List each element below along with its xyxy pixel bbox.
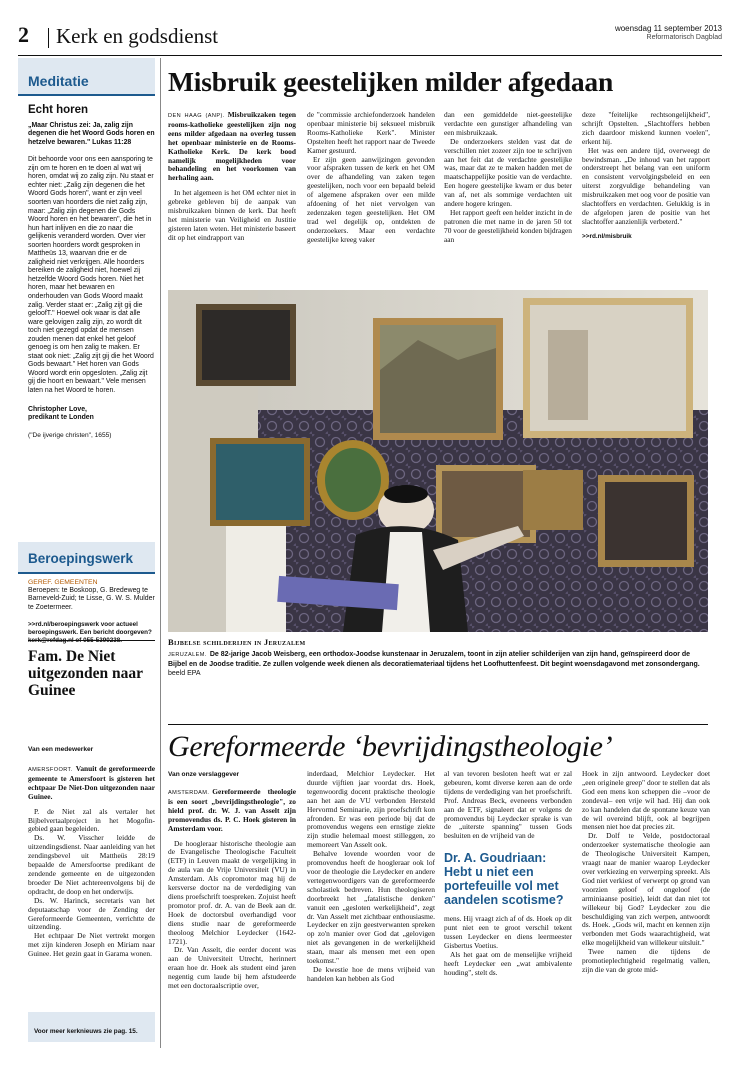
photo	[168, 290, 708, 632]
misbruik-link[interactable]: >>rd.nl/misbruik	[582, 232, 632, 240]
bevrijding-paragraph: Hoek in zijn antwoord. Leydecker doet „een originele greep" door te stellen dat als God een mens kon scheppen die –voor de zondeval– een vrije wil had. Hij dan ook zo kan handelen dat de spontane keuze van de wil overeind blijft, ook al begrijpen mensen niet hoe dat precies zit.	[582, 769, 710, 832]
guinee-footer-box[interactable]	[28, 1012, 155, 1042]
misbruik-col-4	[582, 111, 710, 242]
guinee-headline: Fam. De Niet uitgezonden naar Guinee	[28, 648, 143, 699]
guinee-paragraph: Ds. W. Visscher leidde de uitzendingsdienst. Naar aanleiding van het zendingsbevel uit Mattheüs 28:19 bepaalde de Amersfoortse predikant de zendende gemeente en de uitgezonden broeder De Niet achtereenvolgens bij de opdracht, de doop en het onderwijs.	[28, 833, 155, 896]
misbruik-paragraph: Het rapport geeft een helder inzicht in de patronen die met name in de jaren 50 tot 70 voor de geestelijkheid konden bijdragen aan	[444, 207, 572, 244]
guinee-footer: Voor meer kerknieuws zie pag. 15.	[34, 1028, 138, 1035]
header-paper: Reformatorisch Dagblad	[646, 34, 722, 41]
photo-caption-text: De 82-jarige Jacob Weisberg, een orthodox-Joodse kunstenaar in Jeruzalem, toont in zijn atelier schilderijen van zijn hand, geïnspireerd door de Bijbel en de Joodse traditie. Ze zullen volgende week dienen als decoratiemateriaal tijdens het Loofhuttenfeest. Dit begint woensdagavond met zonsondergang.	[168, 651, 700, 668]
bevrijding-paragraph: Twee namen die tijdens de promotieplechtigheid regelmatig vallen, zijn die van de grote mid-	[582, 947, 710, 974]
beroepingswerk-text: Beroepen: te Boskoop, G. Bredeweg te Barneveld-Zuid; te Lisse, G. W. S. Mulder te Zoetermeer.	[28, 587, 155, 611]
misbruik-paragraph: deze "feitelijke rechtsongelijkheid", schrijft Opstelten. „Slachtoffers hebben zich daardoor miskend kunnen voelen", erkent hij.	[582, 110, 710, 146]
guinee-paragraph: Ds. W. Harinck, secretaris van het deputaatschap voor de Zending der Gereformeerde Gemeenten, verrichtte de uitzending.	[28, 895, 155, 932]
meditatie-author-role: predikant te Londen	[28, 413, 94, 421]
misbruik-paragraph: Er zijn geen aanwijzingen gevonden voor afspraken tussen de kerk en het OM over de afhandeling van zaken tegen geestelijken, noch voor een bepaald beleid of algemene afspraken over een milde afdoening of het niet vervolgen van zedenzaken tegen geestelijken. Het OM trad wel degelijk op, ontdekten de onderzoekers. Maar een verdachte geestelijke kreeg vaker	[307, 154, 435, 244]
bevrijding-paragraph: al van tevoren besloten heeft wat er zal gebeuren, komt diverse keren aan de orde tijdens de verdediging van het proefschrift. Prof. Andreas Beck, eveneens verbonden aan de ETF, signaleert dat er volgens de promovendus bij Leydecker sprake is van de „uiterste spanning" tussen Gods besluiten en de vrijheid van de	[444, 769, 572, 841]
misbruik-paragraph: dan een gemiddelde niet-geestelijke verdachte een gunstiger afhandeling van een misbruikzaak.	[444, 110, 572, 137]
section-title: Kerk en godsdienst	[56, 24, 219, 48]
bevrijding-paragraph: mens. Hij vraagt zich af of ds. Hoek op dit punt niet een te groot verschil tekent tussen Leydecker en diens leermeester Gisbertus Voetius.	[444, 914, 572, 950]
bevrijding-lead: Gereformeerde theologie is een soort „bevrijdingstheologie", zo hield prof. dr. W. J. van Asselt zijn promovendus ds. P. C. Hoek gisteren in Amsterdam voor.	[168, 787, 296, 833]
bevrijding-paragraph: De kwestie hoe de mens vrijheid van handelen kan hebben als God	[307, 964, 435, 983]
misbruik-headline: Misbruik geestelijken milder afgedaan	[168, 66, 614, 97]
guinee-article	[28, 765, 155, 959]
photo-caption-dateline: JERUZALEM.	[168, 652, 207, 658]
page-number: 2	[18, 22, 29, 47]
left-column	[18, 58, 155, 439]
misbruik-paragraph: Het was een andere tijd, overweegt de bewindsman. „De inhoud van het rapport onderstreept het belang van een uniform en consistent vervolgingsbeleid en een uiterst zorgvuldige behandeling van misbruikzaken met oog voor de positie van slachtoffers en verdachten. Gelukkig is in de afgelopen jaren de positie van het slachtoffer aanzienlijk verbeterd."	[582, 145, 710, 226]
bevrijding-inset-quote: Dr. A. Goudriaan: Hebt u niet een portefeuille vol met aandelen scotisme?	[444, 851, 564, 908]
meditatie-rubric: Meditatie	[28, 73, 89, 89]
meditatie-title: Echt horen	[28, 104, 89, 116]
bevrijding-dateline: AMSTERDAM.	[168, 790, 210, 796]
column-separator	[160, 58, 161, 1048]
beroepingswerk-denomination: GEREF. GEMEENTEN	[28, 579, 98, 586]
header-date: woensdag 11 september 2013	[614, 24, 722, 33]
misbruik-lead: Misbruikzaken tegen rooms-katholieke geestelijken zijn nog eens milder afgedaan na overleg tussen het openbaar ministerie en de Rooms-Katholieke Kerk. De kerk bood namelijk mogelijkheden voor behandeling en het voorkomen van herhaling aan.	[168, 110, 296, 183]
guinee-dateline: AMERSFOORT.	[28, 767, 73, 773]
guinee-paragraph: Het echtpaar De Niet vertrekt morgen met zijn kinderen Joseph en Miriam naar Guinee. Het gezin gaat in Garama wonen.	[28, 931, 155, 959]
photo-credit: beeld EPA	[168, 670, 201, 677]
photo-caption-title: Bijbelse schilderijen in Jeruzalem	[168, 637, 306, 647]
bevrijding-paragraph: Als het gaat om de menselijke vrijheid heeft Leydecker een „wat ambivalente houding", stelt ds.	[444, 949, 572, 977]
bevrijding-headline: Gereformeerde ‘bevrijdingstheologie’	[168, 730, 613, 763]
misbruik-paragraph: In het algemeen is het OM echter niet in gebreke gebleven bij de aanpak van misbruikzaken binnen de kerk. Dat heeft het ministerie van Veiligheid en Justitie gisteren laten weten. Het ministerie baseert dit op het eindrapport van	[168, 188, 296, 242]
bevrijding-col-3	[444, 770, 572, 978]
meditatie-body: Dit behoorde voor ons een aansporing te zijn om te horen en te doen al wat wij horen, omdat wij zo zalig zijn. Nu staat er echter niet: „Zalig zijn degenen die het Woord Gods horen", want er zijn veel soorten van hoorders die niet zalig zijn, maar: „Zalig zijn degenen die Gods Woord horen en het bewaren", die het in hun hart inlijven en die zo naar die gelijkenis veranderd worden. Over vier soorten hoorders wordt gesproken in Mattheüs 13, waarvan drie er de zaligheid niet verkrijgen. Alle hoorders bereiken de zaligheid niet, hoewel zij hetzelfde Woord Gods horen. Niet het horen, maar het bewaren en onderhouden van Gods Woord maakt zalig. Verder staat er: „Zalig zijt gij die geloofT." Hoewel ook waar is dat alle ware gelovigen zalig zijn, zo wordt dit toch niet gezegd opdat de mensen zouden menen dat enkel het geloof genoeg is om hen zalig te maken. Er staat ook niet: „Zalig zijt gij die het Woord Gods bewaart." Het horen van Gods Woord wordt erin opgesloten. „Zalig zijt gij die hoort en bewaart." Vele mensen laten na het Woord te horen.	[28, 156, 154, 394]
meditatie-author: Christopher Love,	[28, 405, 87, 413]
bevrijding-top-rule	[168, 724, 708, 725]
header-divider	[48, 28, 49, 48]
meditatie-quote: „Maar Christus zei: Ja, zalig zijn degenen die het Woord Gods horen en hetzelve bewaren." Lukas 11:28	[28, 122, 155, 146]
misbruik-paragraph: de "commissie archiefonderzoek handelen openbaar ministerie bij seksueel misbruik Rooms-Katholieke Kerk". Minister Opstelten heeft het rapport naar de Tweede Kamer gestuurd.	[307, 110, 435, 155]
misbruik-col-3	[444, 111, 572, 245]
misbruik-col-1	[168, 111, 296, 243]
photo-caption	[168, 650, 708, 678]
bevrijding-paragraph: Behalve lovende woorden voor de promovendus heeft de hoogleraar ook lof voor de theologie die Leydecker en andere vertegenwoordigers van de gereformeerde scholastiek bedreven. Hun theologiseren doorbreekt het „fatalistische denken" vanuit een „gesloten werkelijkheid", zegt dr. Van Asselt met zichtbaar enthousiasme. Leydecker en zijn geestverwanten spreken op zo'n manier over God dat „gelovigen niet als gevangenen in de werkelijkheid staan, maar als mensen met een open toekomst."	[307, 849, 435, 966]
bevrijding-paragraph: De hoogleraar historische theologie aan de Evangelische Theologische Faculteit (ETF) in Leuven maakt de vergelijking in de aula van de Vrije Universiteit (VU) in Amsterdam. Als copromotor mag hij de kersverse doctor na de verdediging van diens proefschrift toespreken. Zojuist heeft promotor prof. dr. A. van de Beek aan dr. Hoek de doctorsbul overhandigd voor diens studie naar de gereformeerde theoloog Melchior Leydecker (1642-1721).	[168, 838, 296, 946]
guinee-byline: Van een medewerker	[28, 746, 94, 753]
bevrijding-paragraph: inderdaad, Melchior Leydecker. Het duurde vijftien jaar voordat drs. Hoek, tegenwoordig docent praktische theologie aan het aan de VU verbonden Hersteld Hervormd Seminarie, zijn proefschrift kon afronden. Er was een periode bij dat de promovendus wegens een ernstige ziekte zijn studie helemaal moest stilleggen, zo memoreert Van Asselt ook.	[307, 769, 435, 850]
misbruik-col-2	[307, 111, 435, 245]
guinee-lead: Vanuit de gereformeerde gemeente te Amersfoort is gisteren het echtpaar De Niet-Don uitgezonden naar Guinee.	[28, 764, 155, 801]
header-rule	[18, 55, 722, 56]
meditatie-source: ("De ijverige christen", 1655)	[28, 432, 112, 440]
beroepingswerk-footer[interactable]: >>rd.nl/beroepingswerk voor actueel beroepingswerk. Een bericht doorgeven?	[28, 621, 152, 637]
bevrijding-col-4	[582, 770, 710, 975]
bevrijding-col-2	[307, 770, 435, 984]
guinee-paragraph: P. de Niet zal als vertaler het Bijbelvertaalproject in het Mogofin-gebied gaan begeleiden.	[28, 806, 155, 834]
guinee-top-rule	[28, 640, 155, 641]
misbruik-dateline: DEN HAAG (ANP).	[168, 113, 225, 119]
bevrijding-paragraph: Dr. Dolf te Velde, postdoctoraal onderzoeker systematische theologie aan de Theologische Universiteit Kampen, vraagt naar de manier waarop Leydecker over verkiezing en verwerping spreekt. Als God niet verkiest of verwerpt op grond van voorzien geloof of ongeloof (de arminiaanse positie), leidt dat dan niet tot willekeur bij God? Leydecker zou die beschuldiging van zich werpen, antwoordt ds. Hoek. „Gods wil, macht en kennen zijn verbonden met Gods waarachtigheid, wat elke mogelijkheid van willekeur uitsluit."	[582, 831, 710, 948]
bevrijding-col-1	[168, 788, 296, 991]
bevrijding-paragraph: Dr. Van Asselt, die eerder docent was aan de Universiteit Utrecht, herinnert eraan hoe dr. Hoek als student eind jaren negentig cum laude bij hem afstudeerde met een doctoraalscriptie over,	[168, 945, 296, 991]
beroepingswerk-rubric: Beroepingswerk	[28, 551, 134, 566]
bevrijding-byline: Van onze verslaggever	[168, 771, 240, 778]
beroepingswerk-box	[18, 542, 155, 645]
misbruik-paragraph: De onderzoekers stelden vast dat de verschillen niet zozeer zijn toe te schrijven aan het feit dat de verdachte geestelijke was, maar dat ze te maken hadden met de maatschappelijke positie van de verdachte. Een hogere geestelijke kwam er dus beter van af, net als sommige verdachten uit andere hogere kringen.	[444, 136, 572, 209]
